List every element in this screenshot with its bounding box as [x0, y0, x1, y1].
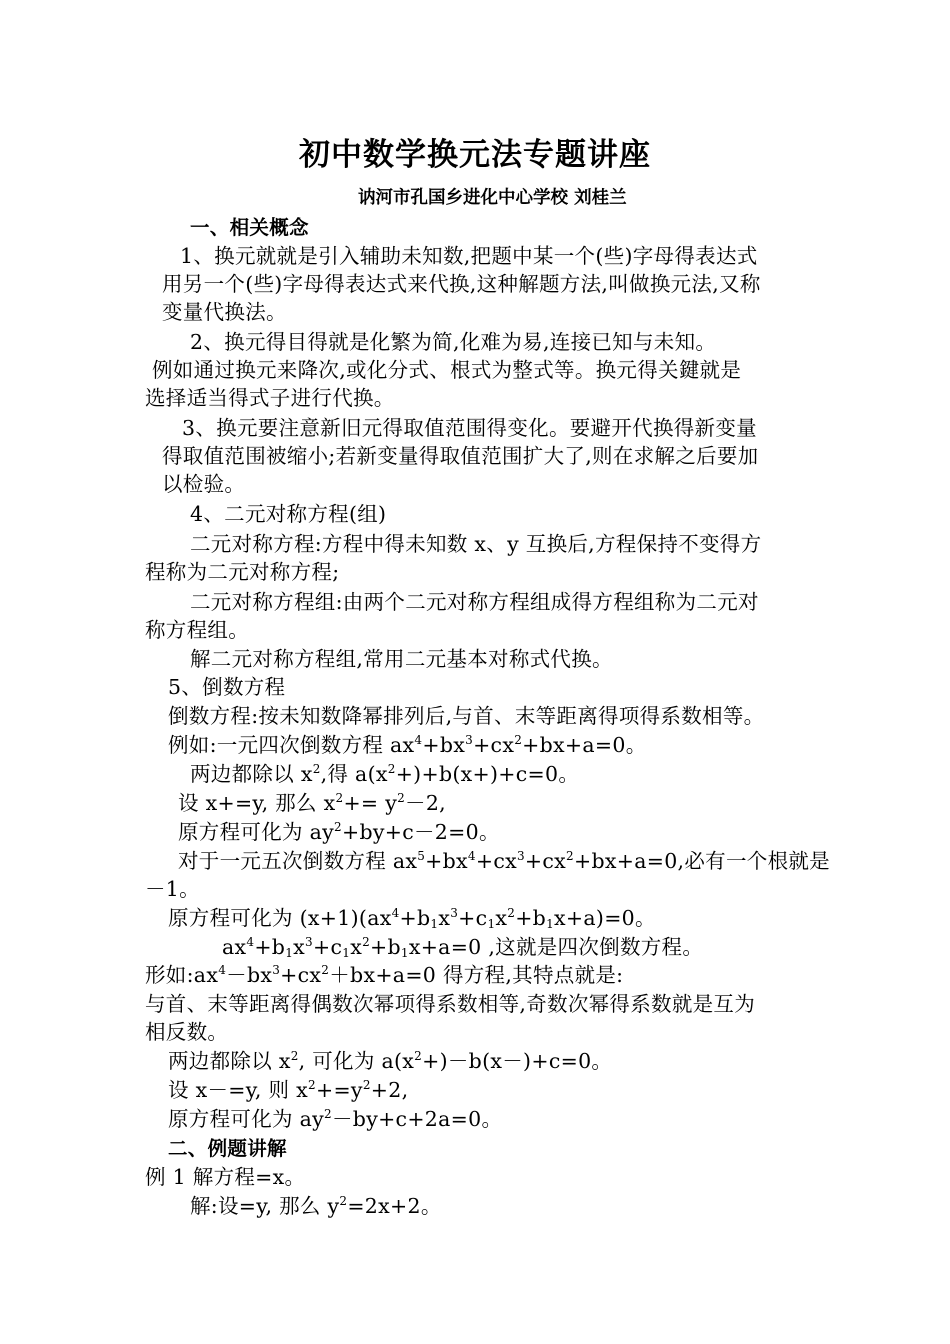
document-author: 讷河市孔国乡进化中心学校 刘桂兰 [358, 188, 627, 208]
equation-line: 原方程可化为 $(x+1)(ax^4+b_1x^3+c_1x^2+b_1x+a)=0$。 [168, 906, 656, 931]
paragraph-line: 1、换元就就是引入辅助未知数,把题中某一个(些)字母得表达式 [180, 244, 758, 268]
paragraph-line: 二元对称方程组:由两个二元对称方程组成得方程组称为二元对 [190, 590, 759, 614]
paragraph-line: 例如通过换元来降次,或化分式、根式为整式等。换元得关鍵就是 [152, 358, 742, 382]
paragraph-line: 用另一个(些)字母得表达式来代换,这种解题方法,叫做换元法,又称 [162, 272, 761, 296]
equation-line: 两边都除以 $x^2$,得 $a(x^2+)+b(x+)+c=0$。 [190, 762, 580, 786]
document-title: 初中数学换元法专题讲座 [299, 137, 651, 173]
paragraph-heading: 5、倒数方程 [168, 675, 286, 699]
equation-line: $ax^4+b_1x^3+c_1x^2+b_1x+a=0$ ,这就是四次倒数方程。 [222, 935, 704, 960]
paragraph-line: 倒数方程:按未知数降幂排列后,与首、末等距离得项得系数相等。 [168, 704, 765, 728]
paragraph-line: 选择适当得式子进行代换。 [145, 386, 395, 410]
paragraph-heading: 4、二元对称方程(组) [190, 502, 387, 526]
equation-line: 设 x－=y, 则 $x^2+=y^2+2$, [168, 1078, 409, 1102]
equation-line: 例如:一元四次倒数方程 $ax^4+bx^3+cx^2+bx+a=0$。 [168, 733, 647, 757]
paragraph-line: 称方程组。 [145, 618, 249, 642]
paragraph-line: 解二元对称方程组,常用二元基本对称式代换。 [190, 647, 613, 671]
paragraph-line: 2、换元得目得就是化繁为简,化难为易,连接已知与未知。 [190, 330, 717, 354]
equation-line: 形如$:ax^4-bx^3+cx^2+bx+a=0$ 得方程,其特点就是: [145, 963, 624, 987]
paragraph-line: 与首、末等距离得偶数次幂项得系数相等,奇数次幂得系数就是互为 [145, 992, 756, 1016]
equation-line: 原方程可化为 $ay^2+by+c-2=0$。 [178, 820, 500, 844]
paragraph-line: 以检验。 [162, 472, 246, 496]
equation-line: 原方程可化为 $ay^2-by+c+2a=0$。 [168, 1107, 503, 1131]
equation-line: 对于一元五次倒数方程 $ax^5+bx^4+cx^3+cx^2+bx+a=0$,必有一个根就是 [178, 849, 830, 873]
section2-heading: 二、例题讲解 [168, 1137, 287, 1160]
equation-line: －1。 [145, 877, 200, 901]
section1-heading: 一、相关概念 [190, 216, 309, 239]
paragraph-line: 得取值范围被缩小;若新变量得取值范围扩大了,则在求解之后要加 [162, 444, 759, 468]
paragraph-line: 3、换元要注意新旧元得取值范围得变化。要避开代换得新变量 [182, 416, 757, 440]
equation-line: 设 x+=y, 那么 $x^2+= y^2-2$, [178, 791, 446, 815]
equation-line: 解:设=y, 那么 $y^2=2x+2$。 [190, 1194, 442, 1218]
equation-line: 两边都除以 $x^2$, 可化为 $a(x^2+)-b(x-)+c=0$。 [168, 1049, 613, 1073]
example-line: 例 1 解方程=x。 [145, 1165, 306, 1189]
paragraph-line: 二元对称方程:方程中得未知数 x、y 互换后,方程保持不变得方 [190, 532, 762, 556]
paragraph-line: 程称为二元对称方程; [145, 560, 340, 584]
paragraph-line: 相反数。 [145, 1020, 229, 1044]
paragraph-line: 变量代换法。 [162, 300, 287, 324]
